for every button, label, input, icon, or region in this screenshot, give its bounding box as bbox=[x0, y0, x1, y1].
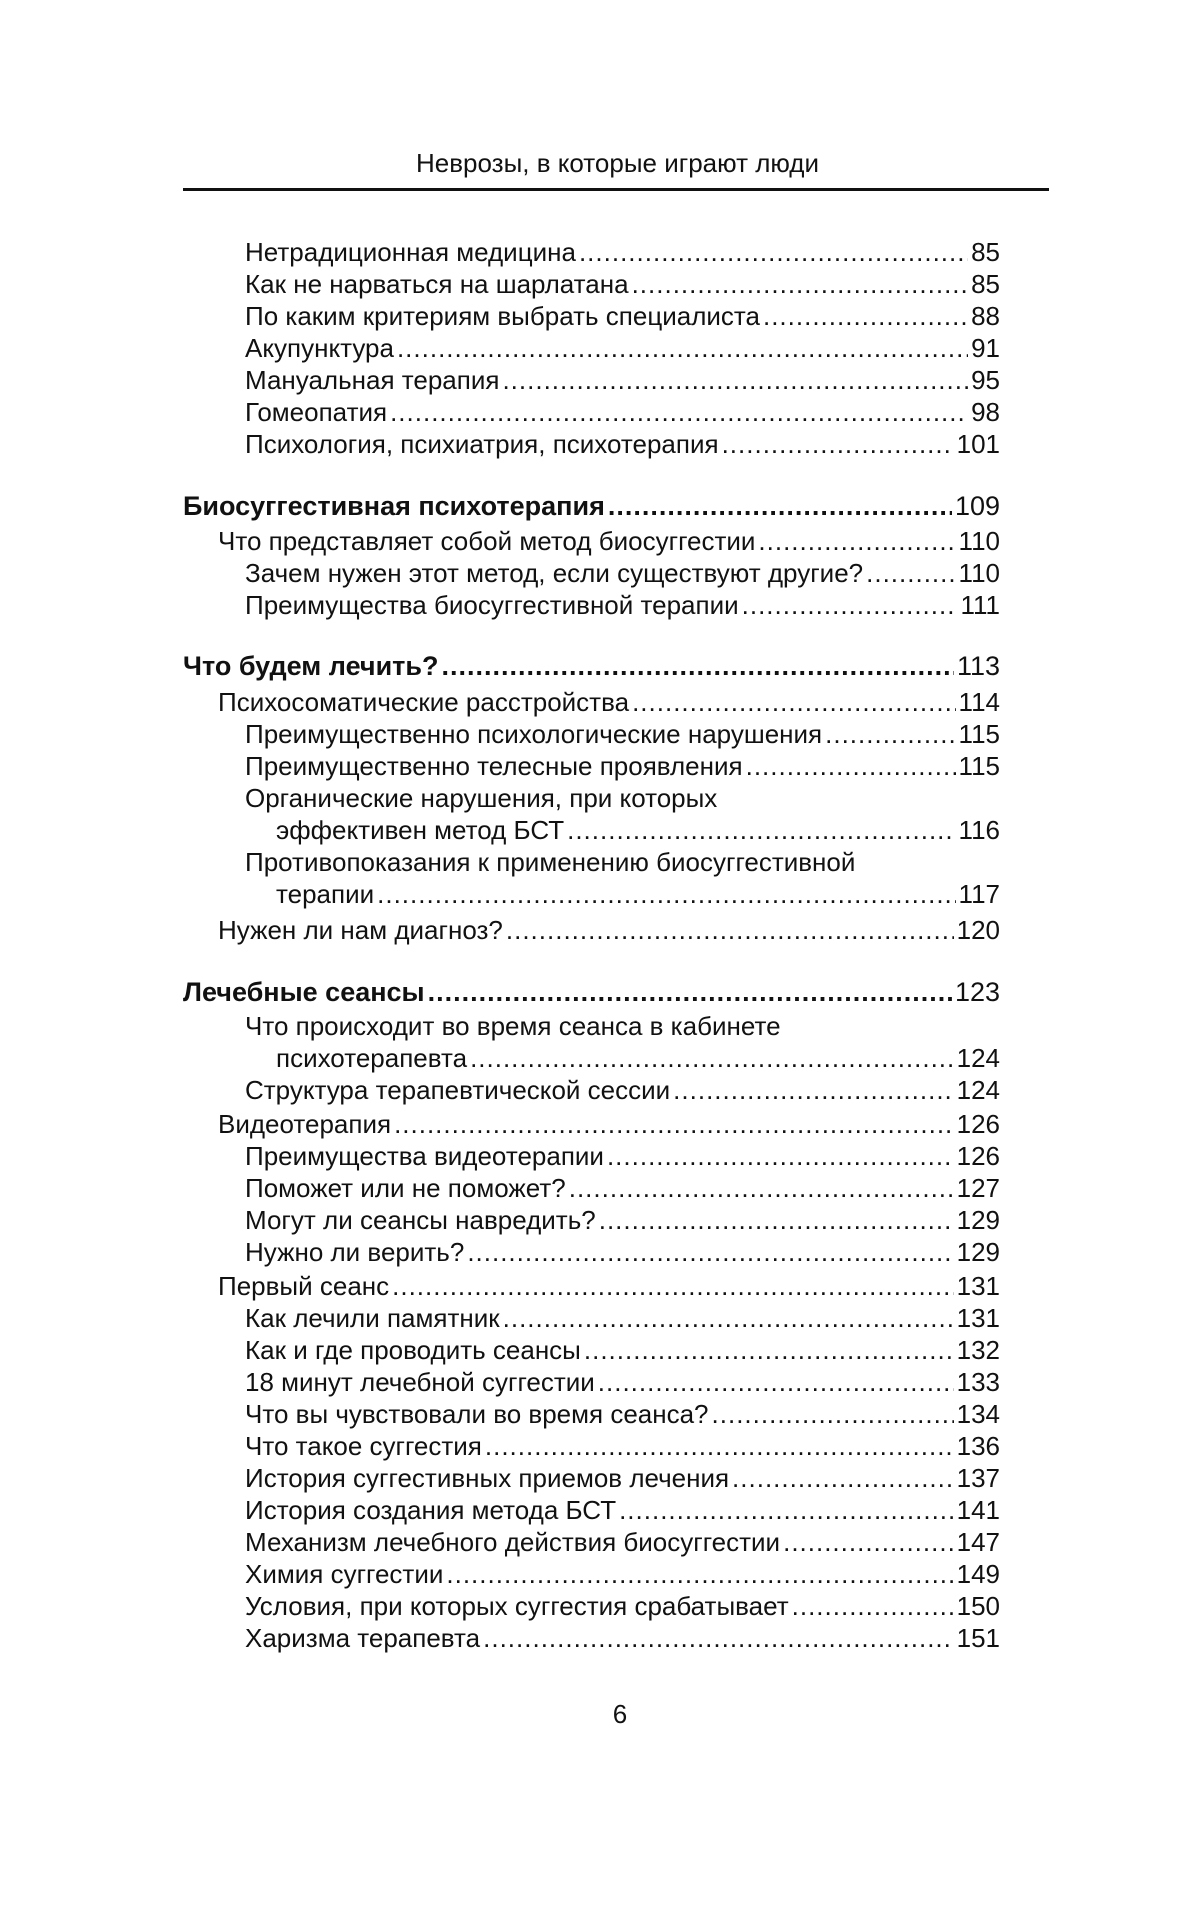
toc-entry-title: Гомеопатия bbox=[245, 397, 388, 427]
toc-section-title: Лечебные сеансы bbox=[183, 977, 425, 1007]
toc-entry-title: Структура терапевтической сессии bbox=[245, 1075, 671, 1105]
toc-entry-page: 114 bbox=[958, 687, 1000, 717]
leader-dots bbox=[732, 1462, 954, 1494]
toc-entry-page: 101 bbox=[956, 429, 1000, 459]
toc-entry bbox=[245, 718, 1000, 750]
leader-dots bbox=[632, 686, 955, 718]
toc-entry bbox=[245, 1204, 1000, 1236]
toc-entry-page: 85 bbox=[971, 237, 1000, 267]
toc-entry bbox=[218, 1108, 1000, 1140]
toc-entry-title: 18 минут лечебной суггестии bbox=[245, 1367, 595, 1397]
toc-entry bbox=[245, 300, 1000, 332]
leader-dots bbox=[446, 1558, 953, 1590]
toc-entry bbox=[245, 1494, 1000, 1526]
toc-entry bbox=[245, 1334, 1000, 1366]
leader-dots bbox=[792, 1590, 954, 1622]
toc-entry bbox=[276, 814, 1000, 846]
toc-entry-page: 126 bbox=[956, 1109, 1000, 1139]
toc-entry bbox=[245, 332, 1000, 364]
toc-entry-page: 129 bbox=[956, 1205, 1000, 1235]
toc-section-entry bbox=[183, 490, 1000, 522]
toc-entry-page: 149 bbox=[956, 1559, 1000, 1589]
toc-entry-page: 88 bbox=[971, 301, 1000, 331]
leader-dots bbox=[377, 878, 955, 910]
toc-entry-page: 124 bbox=[956, 1043, 1000, 1073]
leader-dots bbox=[485, 1430, 954, 1462]
leader-dots bbox=[608, 490, 952, 522]
toc-entry-page: 147 bbox=[956, 1527, 1000, 1557]
toc-entry bbox=[245, 236, 1000, 268]
toc-entry bbox=[218, 686, 1000, 718]
toc-entry-title: психотерапевта bbox=[276, 1043, 468, 1073]
toc-entry-page: 126 bbox=[956, 1141, 1000, 1171]
leader-dots bbox=[569, 1172, 954, 1204]
toc-entry bbox=[245, 268, 1000, 300]
toc-entry-title: эффективен метод БСТ bbox=[276, 815, 565, 845]
leader-dots bbox=[579, 236, 968, 268]
toc-section-page: 123 bbox=[954, 977, 1000, 1007]
toc-entry-page: 131 bbox=[956, 1303, 1000, 1333]
toc-entry-title: Преимущества видеотерапии bbox=[245, 1141, 604, 1171]
toc-entry-title: Нетрадиционная медицина bbox=[245, 237, 576, 267]
toc-entry-page: 117 bbox=[958, 879, 1000, 909]
leader-dots bbox=[584, 1334, 954, 1366]
toc-entry bbox=[276, 878, 1000, 910]
toc-entry bbox=[245, 428, 1000, 460]
leader-dots bbox=[742, 589, 958, 621]
toc-entry-page: 110 bbox=[958, 558, 1000, 588]
toc-entry-page: 110 bbox=[958, 526, 1000, 556]
toc-entry bbox=[245, 1590, 1000, 1622]
toc-entry-title: Мануальная терапия bbox=[245, 365, 500, 395]
toc-entry-title: Механизм лечебного действия биосуггестии bbox=[245, 1527, 781, 1557]
leader-dots bbox=[394, 1108, 954, 1140]
toc-entry-title-line: Что происходит во время сеанса в кабинете bbox=[245, 1011, 781, 1041]
toc-entry-title: Что представляет собой метод биосуггестии bbox=[218, 526, 756, 556]
toc-entry bbox=[245, 1558, 1000, 1590]
toc-entry-page: 95 bbox=[971, 365, 1000, 395]
leader-dots bbox=[428, 976, 952, 1008]
toc-entry-page: 115 bbox=[958, 751, 1000, 781]
toc-entry bbox=[218, 525, 1000, 557]
toc-entry-page: 131 bbox=[956, 1271, 1000, 1301]
toc-entry bbox=[245, 1462, 1000, 1494]
toc-entry-page: 116 bbox=[958, 815, 1000, 845]
toc-entry-page: 151 bbox=[956, 1623, 1000, 1653]
leader-dots bbox=[722, 428, 954, 460]
toc-entry bbox=[245, 1526, 1000, 1558]
leader-dots bbox=[825, 718, 955, 750]
toc-entry bbox=[276, 1042, 1000, 1074]
toc-entry bbox=[218, 1270, 1000, 1302]
toc-entry-title: Зачем нужен этот метод, если существуют другие? bbox=[245, 558, 864, 588]
toc-entry-title: Психосоматические расстройства bbox=[218, 687, 630, 717]
toc-entry-title: Акупунктура bbox=[245, 333, 394, 363]
toc-entry-page: 150 bbox=[956, 1591, 1000, 1621]
toc-entry bbox=[245, 1398, 1000, 1430]
toc-entry bbox=[245, 1366, 1000, 1398]
leader-dots bbox=[442, 650, 954, 682]
toc-entry-page: 134 bbox=[956, 1399, 1000, 1429]
toc-entry-title-line: Противопоказания к применению биосуггестивной bbox=[245, 847, 856, 877]
toc-entry-page: 98 bbox=[971, 397, 1000, 427]
toc-entry-title: История суггестивных приемов лечения bbox=[245, 1463, 730, 1493]
toc-entry-page: 137 bbox=[956, 1463, 1000, 1493]
toc-entry-page: 133 bbox=[956, 1367, 1000, 1397]
toc-entry-title-line: Органические нарушения, при которых bbox=[245, 783, 718, 813]
toc-entry bbox=[245, 750, 1000, 782]
toc-entry bbox=[245, 1430, 1000, 1462]
toc-entry bbox=[245, 396, 1000, 428]
toc-entry-page: 127 bbox=[956, 1173, 1000, 1203]
toc-entry-title: Могут ли сеансы навредить? bbox=[245, 1205, 596, 1235]
toc-entry-page: 85 bbox=[971, 269, 1000, 299]
toc-entry-title: Поможет или не поможет? bbox=[245, 1173, 566, 1203]
toc-entry-title: Харизма терапевта bbox=[245, 1623, 481, 1653]
leader-dots bbox=[483, 1622, 953, 1654]
toc-entry-title: По каким критериям выбрать специалиста bbox=[245, 301, 760, 331]
leader-dots bbox=[866, 557, 955, 589]
toc-entry-page: 111 bbox=[960, 590, 1000, 620]
toc-entry bbox=[245, 1172, 1000, 1204]
leader-dots bbox=[470, 1042, 954, 1074]
toc-entry-title: Условия, при которых суггестия срабатывает bbox=[245, 1591, 789, 1621]
toc-entry bbox=[245, 1302, 1000, 1334]
leader-dots bbox=[502, 364, 968, 396]
toc-entry-page: 91 bbox=[971, 333, 1000, 363]
toc-entry-title: Нужен ли нам диагноз? bbox=[218, 915, 503, 945]
toc-entry-page: 120 bbox=[956, 915, 1000, 945]
running-head: Неврозы, в которые играют люди bbox=[415, 148, 819, 178]
page-number: 6 bbox=[612, 1699, 628, 1729]
leader-dots bbox=[758, 525, 955, 557]
leader-dots bbox=[599, 1204, 954, 1236]
toc-entry-title: Нужно ли верить? bbox=[245, 1237, 465, 1267]
leader-dots bbox=[467, 1236, 953, 1268]
toc-section-entry bbox=[183, 650, 1000, 682]
leader-dots bbox=[506, 914, 954, 946]
leader-dots bbox=[712, 1398, 954, 1430]
leader-dots bbox=[392, 1270, 953, 1302]
toc-entry-title: Преимущественно телесные проявления bbox=[245, 751, 743, 781]
leader-dots bbox=[632, 268, 969, 300]
leader-dots bbox=[503, 1302, 954, 1334]
leader-dots bbox=[397, 332, 968, 364]
toc-section-page: 109 bbox=[954, 491, 1000, 521]
toc-entry-title: терапии bbox=[276, 879, 375, 909]
leader-dots bbox=[673, 1074, 953, 1106]
leader-dots bbox=[598, 1366, 954, 1398]
leader-dots bbox=[607, 1140, 954, 1172]
toc-entry-title: Что вы чувствовали во время сеанса? bbox=[245, 1399, 709, 1429]
toc-entry-title: Как лечили памятник bbox=[245, 1303, 500, 1333]
toc-entry-page: 136 bbox=[956, 1431, 1000, 1461]
toc-entry bbox=[245, 1074, 1000, 1106]
toc-entry bbox=[245, 589, 1000, 621]
leader-dots bbox=[390, 396, 968, 428]
toc-entry bbox=[245, 1236, 1000, 1268]
toc-entry-page: 115 bbox=[958, 719, 1000, 749]
toc-section-entry bbox=[183, 976, 1000, 1008]
toc-entry-title: Видеотерапия bbox=[218, 1109, 392, 1139]
toc-entry bbox=[245, 1622, 1000, 1654]
toc-entry-page: 124 bbox=[956, 1075, 1000, 1105]
toc-entry-title: Как не нарваться на шарлатана bbox=[245, 269, 629, 299]
toc-entry-page: 141 bbox=[956, 1495, 1000, 1525]
toc-entry-title: Психология, психиатрия, психотерапия bbox=[245, 429, 719, 459]
toc-entry-title: Преимущества биосуггестивной терапии bbox=[245, 590, 739, 620]
toc-entry-title: Как и где проводить сеансы bbox=[245, 1335, 581, 1365]
toc-entry-title: Что такое суггестия bbox=[245, 1431, 482, 1461]
toc-entry-title: Химия суггестии bbox=[245, 1559, 444, 1589]
toc-entry-page: 129 bbox=[956, 1237, 1000, 1267]
toc-entry bbox=[218, 914, 1000, 946]
toc-section-page: 113 bbox=[956, 651, 1000, 681]
toc-entry-page: 132 bbox=[956, 1335, 1000, 1365]
leader-dots bbox=[567, 814, 955, 846]
toc-section-title: Биосуггестивная психотерапия bbox=[183, 491, 605, 521]
toc-entry bbox=[245, 1140, 1000, 1172]
toc-entry bbox=[245, 364, 1000, 396]
leader-dots bbox=[619, 1494, 954, 1526]
toc-entry-title: Преимущественно психологические нарушения bbox=[245, 719, 823, 749]
toc-entry bbox=[245, 557, 1000, 589]
leader-dots bbox=[783, 1526, 954, 1558]
toc-entry-title: История создания метода БСТ bbox=[245, 1495, 617, 1525]
toc-section-title: Что будем лечить? bbox=[183, 651, 439, 681]
leader-dots bbox=[746, 750, 956, 782]
leader-dots bbox=[763, 300, 968, 332]
toc-entry-title: Первый сеанс bbox=[218, 1271, 390, 1301]
